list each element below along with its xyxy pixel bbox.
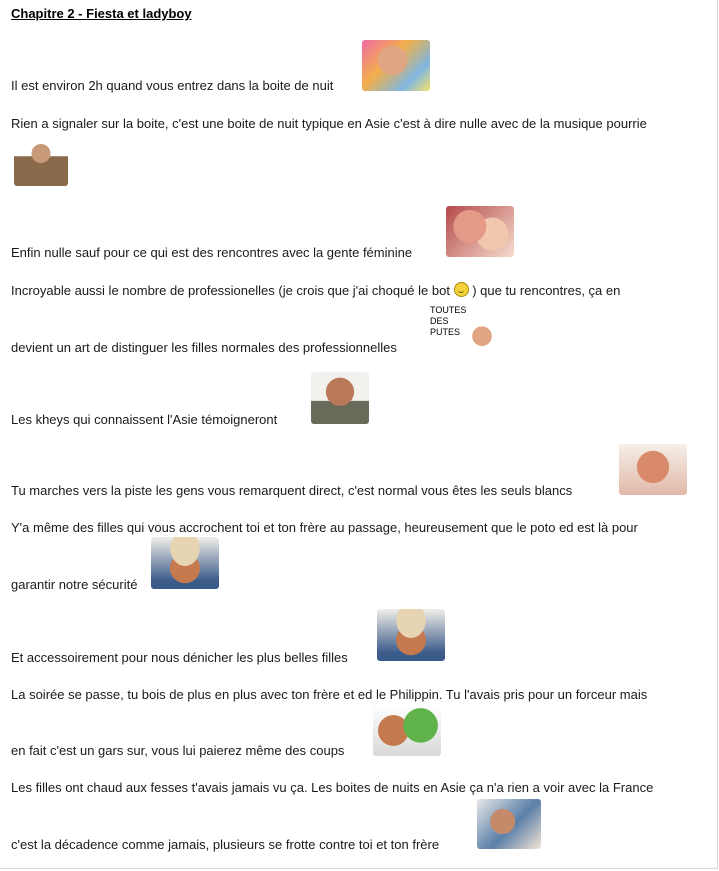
kermit-sticker[interactable] (373, 705, 441, 756)
text-line: Les filles ont chaud aux fesses t'avais jamais vu ça. Les boites de nuits en Asie ça n'a rien a voir avec la France (11, 780, 654, 795)
text-part: Incroyable aussi le nombre de professionelles (je crois que j'ai choqué le bot (11, 283, 450, 298)
smiley-icon (454, 282, 469, 297)
text-line: en fait c'est un gars sur, vous lui paierez même des coups (11, 743, 345, 758)
text-line: Et accessoirement pour nous dénicher les plus belles filles (11, 650, 348, 665)
text-line: Il est environ 2h quand vous entrez dans la boite de nuit (11, 78, 334, 93)
text-line: Rien a signaler sur la boite, c'est une boite de nuit typique en Asie c'est à dire nulle avec de la musique pourrie (11, 116, 647, 131)
hat-man-sticker[interactable] (151, 537, 219, 589)
kissing-sticker[interactable] (446, 206, 514, 257)
text-line: La soirée se passe, tu bois de plus en plus avec ton frère et ed le Philippin. Tu l'avais pris pour un forceur mais (11, 687, 648, 702)
dancing-couple-sticker[interactable] (477, 799, 541, 849)
text-line: Y'a même des filles qui vous accrochent toi et ton frère au passage, heureusement que le poto ed est là pour (11, 520, 638, 535)
text-line: Enfin nulle sauf pour ce qui est des rencontres avec la gente féminine (11, 245, 413, 260)
text-part: ) que tu rencontres, ça en (472, 283, 621, 298)
text-line (11, 282, 620, 298)
sticker-caption: TOUTES DES PUTES (430, 305, 467, 337)
text-line: garantir notre sécurité (11, 577, 138, 592)
shocked-face-sticker[interactable] (466, 318, 498, 351)
hat-man-sticker[interactable] (377, 609, 445, 661)
text-line: Tu marches vers la piste les gens vous remarquent direct, c'est normal vous êtes les seuls blancs (11, 483, 573, 498)
text-line: Les kheys qui connaissent l'Asie témoigneront (11, 412, 278, 427)
text-line: c'est la décadence comme jamais, plusieurs se frotte contre toi et ton frère (11, 837, 440, 852)
dancing-man-sticker[interactable] (14, 136, 68, 186)
text-line: devient un art de distinguer les filles normales des professionnelles (11, 340, 397, 355)
laughing-man-sticker[interactable] (311, 372, 369, 424)
disco-man-sticker[interactable] (362, 40, 430, 91)
chapter-title: Chapitre 2 - Fiesta et ladyboy (11, 6, 192, 21)
glasses-man-sticker[interactable] (619, 444, 687, 495)
